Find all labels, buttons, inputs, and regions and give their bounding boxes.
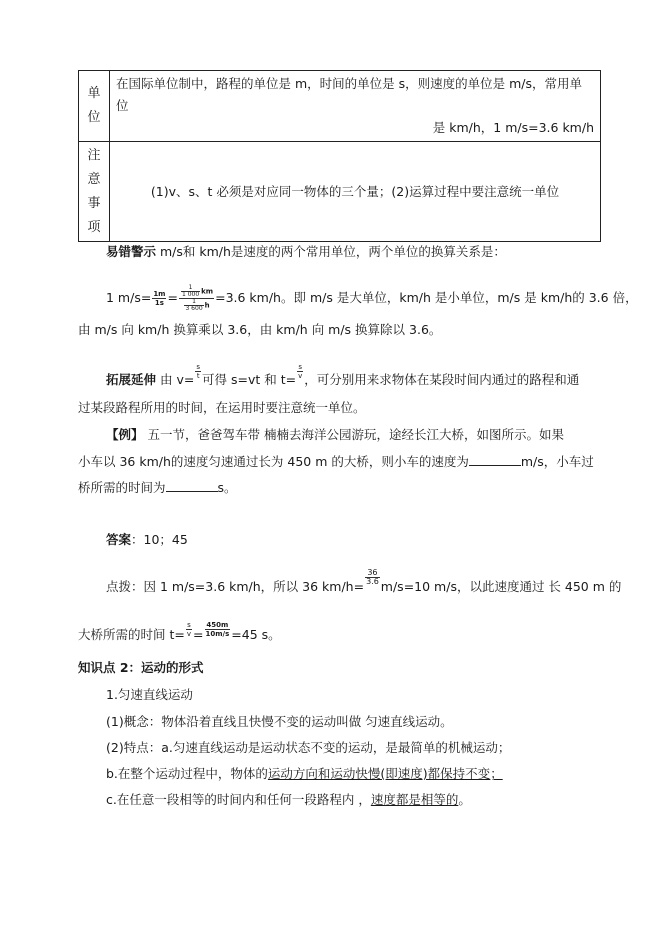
extension-line-2: 过某段路程所用的时间，在运用时要注意统一单位。 <box>78 400 366 415</box>
row-body-units <box>110 71 601 142</box>
head-char: 位 <box>87 110 101 125</box>
fraction-s-over-v <box>297 363 303 380</box>
table-row-units <box>79 71 601 142</box>
frac-den: 1s <box>154 299 164 307</box>
fraction-km <box>181 285 200 298</box>
row-head-notes <box>79 142 110 242</box>
fraction-h <box>184 299 203 312</box>
knowledge-item-3: (2)特点：a.匀速直线运动是运动状态不变的运动，是最简单的机械运动； <box>106 740 511 755</box>
item-5-underlined: 速度都是相等的 <box>370 792 459 807</box>
head-char: 注 <box>87 147 101 163</box>
frac-den <box>179 299 214 312</box>
units-line-1: 在国际单位制中，路程的单位是 m，时间的单位是 s，则速度的单位是 m/s，常用单位 <box>116 76 583 113</box>
frac-num: 1 <box>184 299 203 306</box>
answer-blank-1[interactable] <box>469 453 521 466</box>
frac-den: v <box>186 630 192 638</box>
extension-text-2: 可得 s=vt 和 t= <box>202 372 297 387</box>
hint-text-3: 大桥所需的时间 t= <box>78 627 185 642</box>
frac-num: 1m <box>153 290 166 298</box>
frac-den: t <box>196 372 200 380</box>
row-head-units <box>79 71 110 142</box>
head-char: 项 <box>87 219 101 235</box>
unit-h: h <box>204 301 210 310</box>
hint-text-4: =45 s。 <box>231 627 281 642</box>
frac-den: 3.6 <box>366 577 379 586</box>
fraction-s-over-t <box>195 363 201 380</box>
head-char: 事 <box>87 195 101 211</box>
knowledge-item-1: 1.匀速直线运动 <box>106 687 193 702</box>
hint-line-1 <box>106 568 622 596</box>
knowledge-title: 知识点 2：运动的形式 <box>78 660 204 675</box>
item-4-text: b.在整个运动过程中，物体的 <box>106 766 268 781</box>
warning-title: 易错警示 <box>106 244 157 259</box>
fraction-36-over-3-6 <box>365 569 380 586</box>
warning-paragraph <box>106 242 506 260</box>
item-5-end: 。 <box>458 792 471 807</box>
head-char: 意 <box>87 171 101 187</box>
warning-text: m/s和 km/h是速度的两个常用单位，两个单位的换算关系是： <box>160 244 506 259</box>
conversion-line: 1 m/s= $\frac{1m}{1s}$ = $\frac{1}{1 000}$ km $\frac{1}{3 600}$ h =3.6 km/h。即 m/s 是大单位，km/h 是小单位，m/s 是 km/h的 3.6 倍， <box>106 284 638 312</box>
example-text-1: 五一节，爸爸驾车带 楠楠去海洋公园游玩，途经长江大桥，如图所示。如果 <box>147 427 564 442</box>
extension-text-1: 由 v= <box>160 372 195 387</box>
frac-num: s <box>196 363 201 371</box>
example-line-1 <box>106 425 564 443</box>
hint-text-1: 点拨：因 1 m/s=3.6 km/h，所以 36 km/h= <box>106 579 365 594</box>
units-table <box>78 70 601 242</box>
frac-num: s <box>187 621 191 629</box>
example-text-3b: s。 <box>217 480 237 495</box>
example-line-2 <box>78 452 594 470</box>
row-body-notes: (1)v、s、t 必须是对应同一物体的三个量；(2)运算过程中要注意统一单位 <box>110 142 601 242</box>
extension-title: 拓展延伸 <box>106 372 157 387</box>
fraction-m-per-s <box>152 290 166 307</box>
fraction-s-over-v-2 <box>186 621 192 638</box>
answer-label: 答案 <box>106 532 132 547</box>
frac-den: 1 000 <box>181 291 200 298</box>
knowledge-item-5 <box>106 790 471 808</box>
frac-den: 3 600 <box>185 305 203 312</box>
knowledge-item-2: (1)概念：物体沿着直线且快慢不变的运动叫做 匀速直线运动。 <box>106 714 453 729</box>
frac-num: s <box>298 363 303 371</box>
item-5-text: c.在任意一段相等的时间内和任何一段路程内 ， <box>106 792 371 807</box>
item-4-underlined: 运动方向和运动快慢(即速度)都保持不变 <box>267 766 491 781</box>
fraction-450-over-10 <box>205 621 231 638</box>
answer-line <box>106 530 188 548</box>
example-text-2a: 小车以 36 km/h的速度匀速通过长为 450 m 的大桥，则小车的速度为 <box>78 454 469 469</box>
conversion-line-2: 由 m/s 向 km/h 换算乘以 3.6，由 km/h 向 m/s 换算除以 3.6。 <box>78 322 442 337</box>
extension-text-3: ，可分别用来求物体在某段时间内通过的路程和通 <box>304 372 580 387</box>
head-char: 单 <box>87 86 101 101</box>
answer-blank-2[interactable] <box>166 479 218 492</box>
example-text-2b: m/s，小车过 <box>520 454 594 469</box>
conversion-tail: =3.6 km/h。即 m/s 是大单位，km/h 是小单位，m/s 是 km/h的 3.6 倍， <box>215 290 638 305</box>
frac-num: 450m <box>206 621 229 629</box>
frac-den: 10m/s <box>205 630 230 638</box>
example-tag: 【例】 <box>106 427 144 442</box>
unit-km: km <box>201 287 214 296</box>
frac-num: 36 <box>365 569 380 578</box>
frac-den: v <box>298 372 303 380</box>
knowledge-item-4 <box>106 764 503 782</box>
extension-paragraph <box>106 363 580 389</box>
example-line-3 <box>78 478 237 496</box>
units-line-2: 是 km/h，1 m/s=3.6 km/h <box>432 120 594 135</box>
table-row-notes <box>79 142 601 242</box>
example-text-3a: 桥所需的时间为 <box>78 480 166 495</box>
frac-num: 1 <box>181 285 200 292</box>
frac-num <box>179 285 214 299</box>
item-4-end: ； <box>490 766 503 781</box>
answer-value: ：10；45 <box>131 532 188 547</box>
fraction-km-per-h <box>179 285 214 312</box>
conversion-lead: 1 m/s= <box>106 290 152 305</box>
hint-line-2: 大桥所需的时间 t= $\frac{s}{v}$ = $\frac{450m}{10m/s}$ =45 s。 <box>78 621 281 642</box>
hint-text-2: m/s=10 m/s，以此速度通过 长 450 m 的 <box>380 579 622 594</box>
